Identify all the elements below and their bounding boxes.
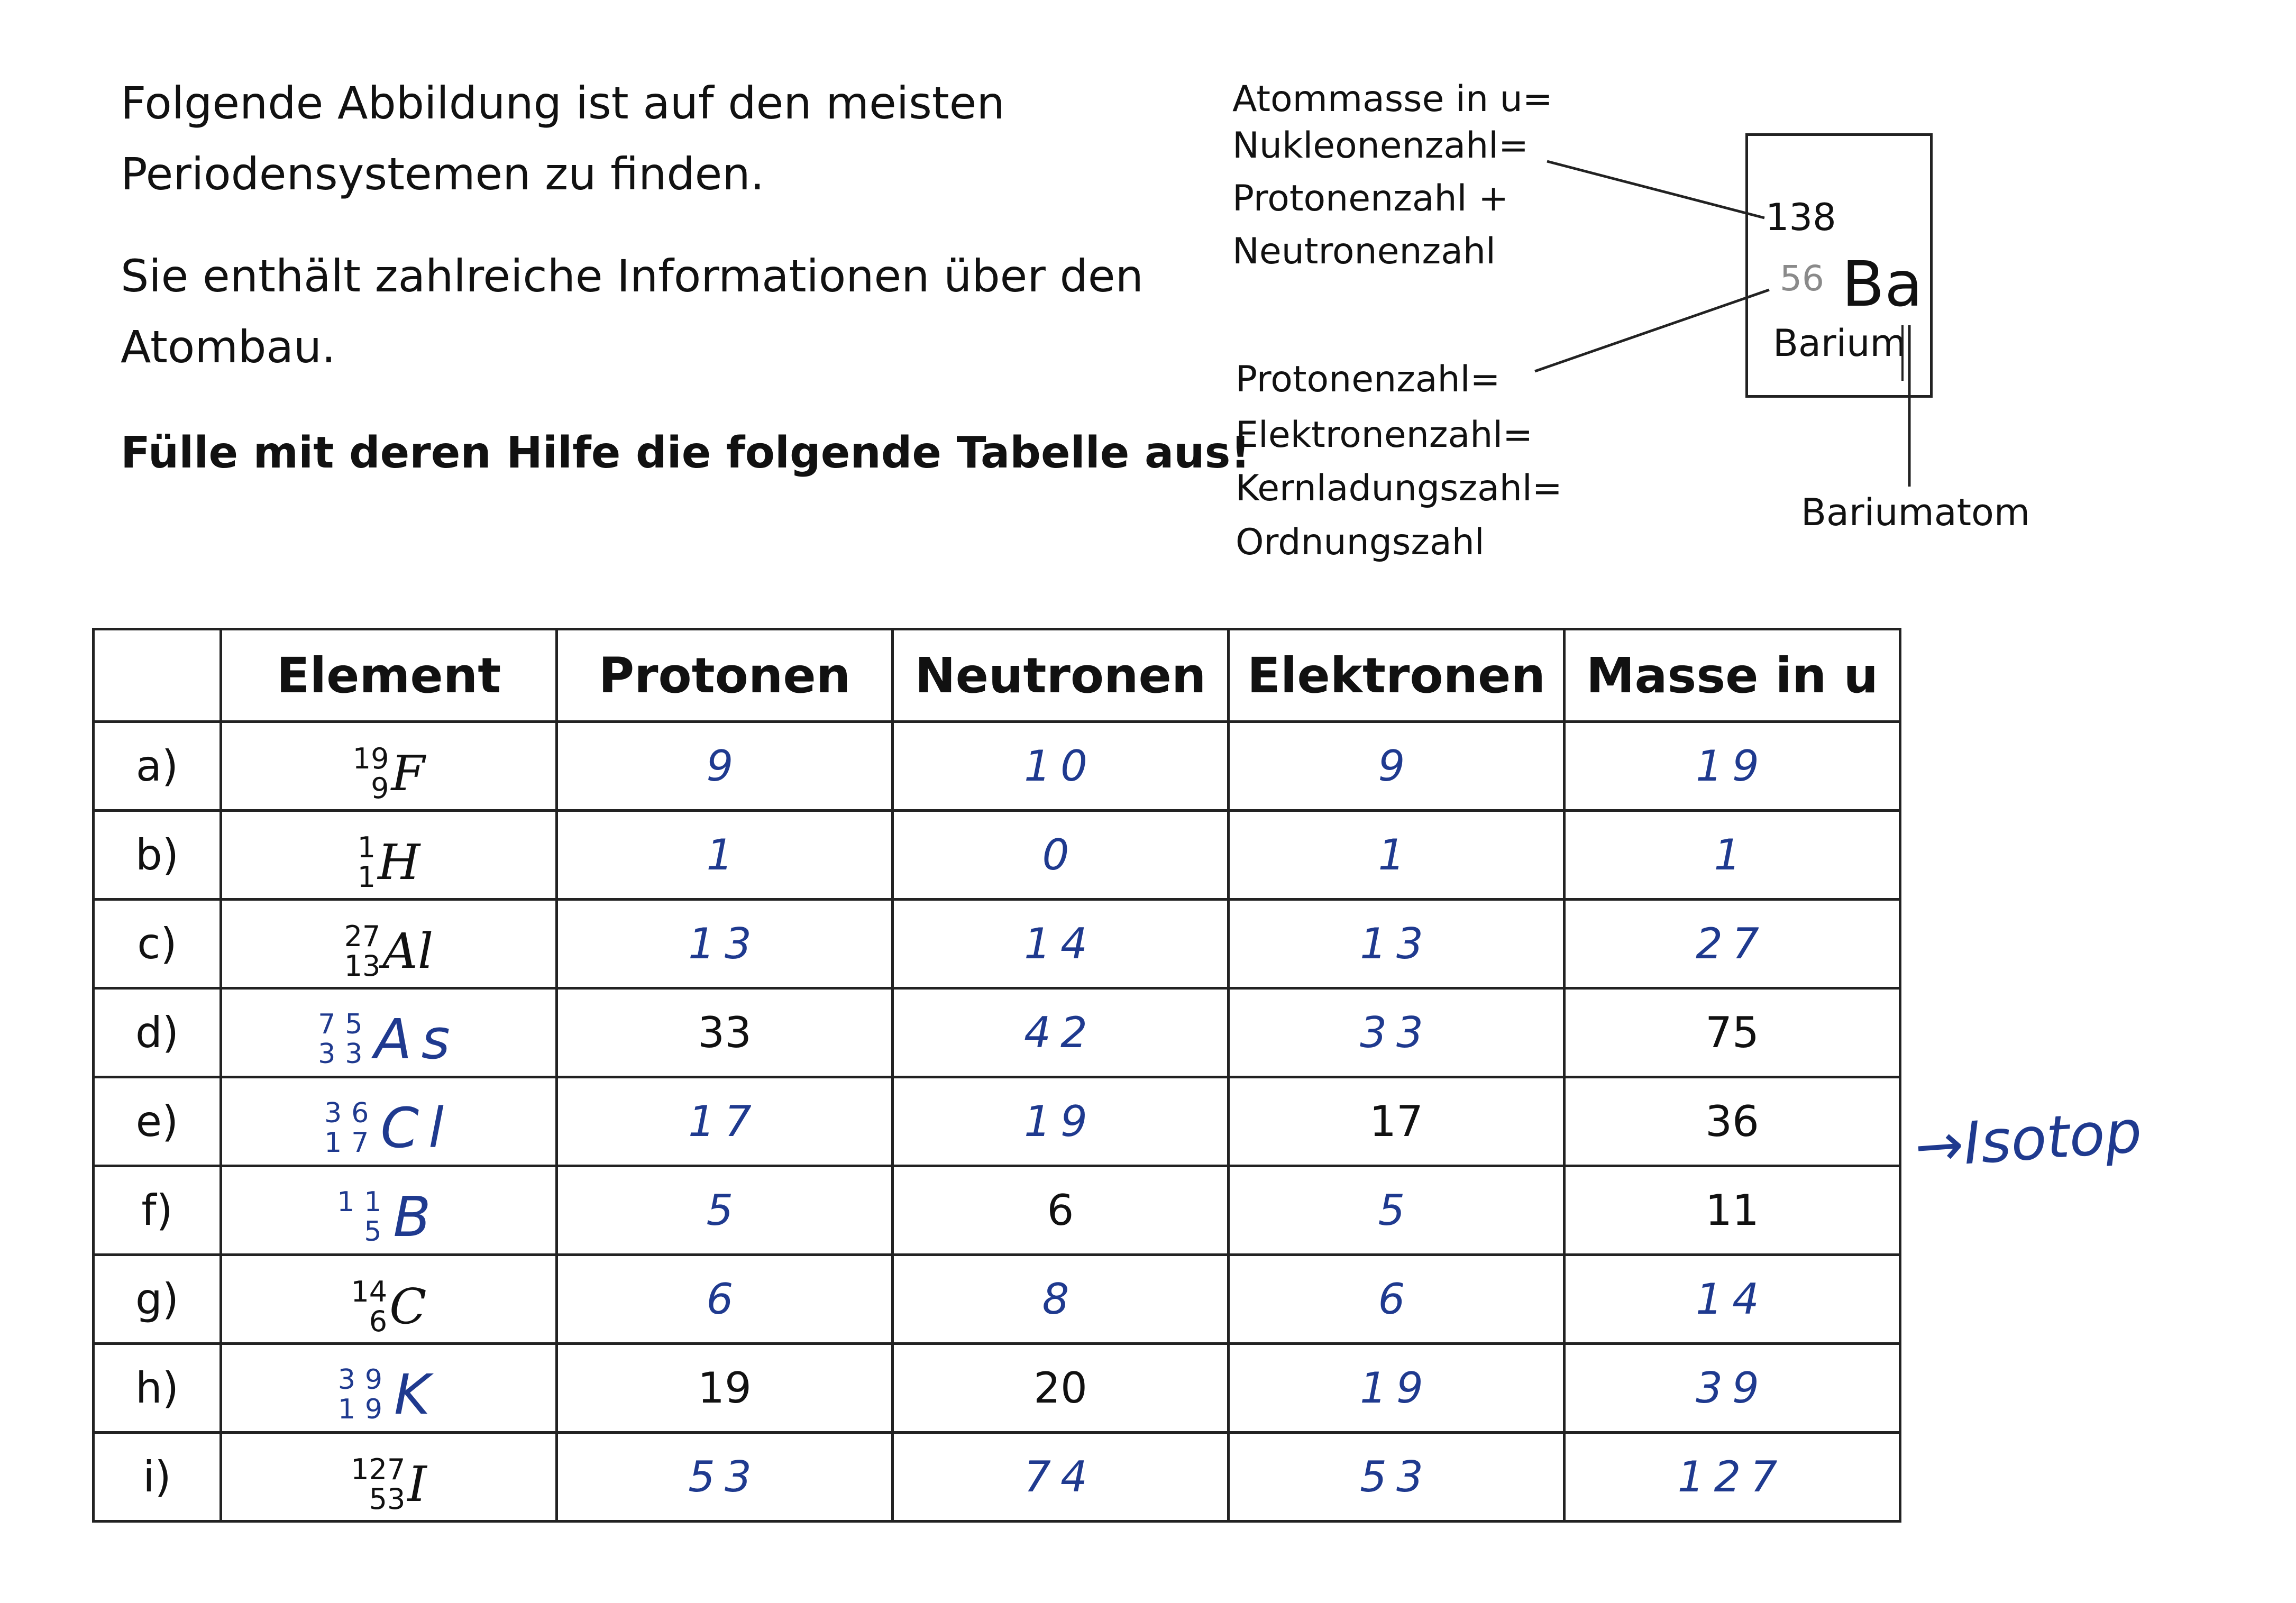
legend-proton-line-3: Kernladungszahl= [1236, 468, 1562, 509]
nuclide-notation [352, 741, 425, 805]
protonen-cell: 19 [557, 1344, 893, 1433]
neutronen-cell: 20 [893, 1344, 1229, 1433]
elektronen-cell: 17 [1229, 1077, 1565, 1166]
nuclide-notation [357, 830, 420, 894]
row-label: d) [94, 988, 221, 1077]
header-element: Element [221, 629, 557, 722]
nuclide-z: 9 [371, 771, 389, 805]
element-box-name: Barium [1773, 322, 1906, 365]
masse-cell[interactable]: 39 [1565, 1344, 1900, 1433]
protonen-cell[interactable]: 5 [557, 1166, 893, 1255]
element-box-symbol: Ba [1842, 248, 1923, 320]
neutronen-cell[interactable]: 42 [893, 988, 1229, 1077]
masse-cell[interactable]: 127 [1565, 1433, 1900, 1522]
nuclide-notation [351, 1277, 426, 1336]
element-cell[interactable] [221, 1344, 557, 1433]
intro-line-3: Sie enthält zahlreiche Informationen über den [121, 250, 1144, 302]
nuclide-mass: 14 [351, 1275, 388, 1308]
nuclide-mass: 36 [324, 1097, 379, 1129]
neutronen-cell[interactable]: 74 [893, 1433, 1229, 1522]
nuclide-symbol: C [389, 1278, 427, 1335]
atomic-number-pointer-line [1535, 290, 1769, 371]
elektronen-cell[interactable]: 19 [1229, 1344, 1565, 1433]
header-elektronen: Elektronen [1229, 629, 1565, 722]
masse-cell: 36 [1565, 1077, 1900, 1166]
protonen-cell[interactable]: 53 [557, 1433, 893, 1522]
table-row [94, 1077, 1900, 1166]
table-row [94, 988, 1900, 1077]
legend-mass-line-1: Atommasse in u= [1232, 78, 1553, 120]
row-label: g) [94, 1255, 221, 1344]
nuclide-z: 5 [364, 1215, 391, 1248]
nuclide-notation [337, 1185, 441, 1249]
elektronen-cell[interactable]: 6 [1229, 1255, 1565, 1344]
nuclide-symbol: B [393, 1184, 441, 1249]
table-header-row [94, 629, 1900, 722]
legend-proton-line-4: Ordnungszahl [1236, 521, 1485, 563]
elektronen-cell[interactable]: 5 [1229, 1166, 1565, 1255]
nuclide-mass: 1 [357, 830, 376, 864]
nuclide-mass: 39 [337, 1363, 392, 1396]
nuclide-z: 19 [337, 1393, 392, 1425]
protonen-cell: 33 [557, 988, 893, 1077]
element-box-mass-number: 138 [1766, 196, 1836, 239]
neutronen-cell[interactable]: 8 [893, 1255, 1229, 1344]
legend-mass-line-4: Neutronenzahl [1232, 231, 1496, 272]
intro-line-4: Atombau. [121, 321, 336, 373]
row-label: h) [94, 1344, 221, 1433]
row-label: c) [94, 900, 221, 988]
elektronen-cell[interactable]: 9 [1229, 722, 1565, 811]
nuclide-notation [324, 1096, 453, 1160]
protonen-cell[interactable]: 13 [557, 900, 893, 988]
nuclide-symbol: I [407, 1456, 427, 1513]
elektronen-cell[interactable]: 53 [1229, 1433, 1565, 1522]
legend-mass-line-2: Nukleonenzahl= [1232, 125, 1529, 167]
side-note-isotop: →Isotop [1913, 1097, 2144, 1181]
protonen-cell[interactable]: 1 [557, 811, 893, 900]
protonen-cell[interactable]: 17 [557, 1077, 893, 1166]
element-cell [221, 900, 557, 988]
legend-mass-line-3: Protonenzahl + [1232, 178, 1509, 219]
nuclide-symbol: F [391, 745, 425, 802]
nuclide-z: 17 [324, 1126, 379, 1159]
element-cell[interactable] [221, 1166, 557, 1255]
nuclide-notation [318, 1007, 460, 1071]
atom-label: Bariumatom [1801, 491, 2030, 534]
nuclide-z: 13 [344, 949, 381, 983]
elektronen-cell[interactable]: 13 [1229, 900, 1565, 988]
masse-cell[interactable]: 27 [1565, 900, 1900, 988]
protonen-cell[interactable]: 9 [557, 722, 893, 811]
element-cell[interactable] [221, 1077, 557, 1166]
nuclide-mass: 19 [352, 741, 389, 775]
nuclide-notation [338, 1362, 440, 1427]
neutronen-cell[interactable]: 0 [893, 811, 1229, 900]
nuclide-mass: 27 [344, 919, 381, 953]
table-row [94, 1433, 1900, 1522]
header-blank [94, 629, 221, 722]
nuclide-z: 33 [318, 1038, 372, 1070]
element-cell [221, 722, 557, 811]
masse-cell: 11 [1565, 1166, 1900, 1255]
element-cell [221, 1255, 557, 1344]
header-protonen: Protonen [557, 629, 893, 722]
nuclide-symbol: H [378, 834, 420, 891]
row-label: b) [94, 811, 221, 900]
element-cell [221, 811, 557, 900]
neutronen-cell[interactable]: 10 [893, 722, 1229, 811]
elektronen-cell[interactable]: 33 [1229, 988, 1565, 1077]
table-row [94, 811, 1900, 900]
table-row [94, 1166, 1900, 1255]
table-row [94, 722, 1900, 811]
legend-proton-line-2: Elektronenzahl= [1236, 414, 1533, 456]
table-row [94, 1344, 1900, 1433]
nuclide-z: 53 [369, 1482, 406, 1516]
legend-proton-line-1: Protonenzahl= [1236, 359, 1501, 400]
nuclide-z: 6 [369, 1304, 388, 1338]
row-label: a) [94, 722, 221, 811]
nuclide-z: 1 [357, 860, 376, 894]
table-row [94, 900, 1900, 988]
nuclide-mass: 11 [337, 1186, 391, 1218]
intro-line-1: Folgende Abbildung ist auf den meisten [121, 77, 1005, 129]
header-masse: Masse in u [1565, 629, 1900, 722]
protonen-cell[interactable]: 6 [557, 1255, 893, 1344]
neutronen-cell[interactable]: 14 [893, 900, 1229, 988]
table-row [94, 1255, 1900, 1344]
nuclide-symbol: Cl [380, 1095, 453, 1160]
row-label: i) [94, 1433, 221, 1522]
instruction: Fülle mit deren Hilfe die folgende Tabelle aus! [121, 428, 1250, 478]
element-box-atomic-number: 56 [1780, 258, 1824, 299]
nuclide-notation [344, 919, 434, 983]
intro-line-2: Periodensystemen zu finden. [121, 148, 765, 200]
masse-cell[interactable]: 14 [1565, 1255, 1900, 1344]
nuclide-mass: 127 [351, 1452, 406, 1486]
nuclide-mass: 75 [318, 1008, 372, 1040]
row-label: f) [94, 1166, 221, 1255]
masse-cell[interactable]: 1 [1565, 811, 1900, 900]
header-neutronen: Neutronen [893, 629, 1229, 722]
mass-pointer-line [1547, 161, 1764, 218]
elektronen-cell[interactable]: 1 [1229, 811, 1565, 900]
masse-cell: 75 [1565, 988, 1900, 1077]
neutronen-cell[interactable]: 19 [893, 1077, 1229, 1166]
neutronen-cell: 6 [893, 1166, 1229, 1255]
nuclide-symbol: K [394, 1362, 440, 1427]
element-cell[interactable] [221, 988, 557, 1077]
nuclide-symbol: As [374, 1006, 460, 1071]
row-label: e) [94, 1077, 221, 1166]
nuclide-notation [351, 1452, 427, 1516]
fill-table [92, 628, 1901, 1523]
masse-cell[interactable]: 19 [1565, 722, 1900, 811]
element-cell [221, 1433, 557, 1522]
nuclide-symbol: Al [382, 923, 434, 979]
